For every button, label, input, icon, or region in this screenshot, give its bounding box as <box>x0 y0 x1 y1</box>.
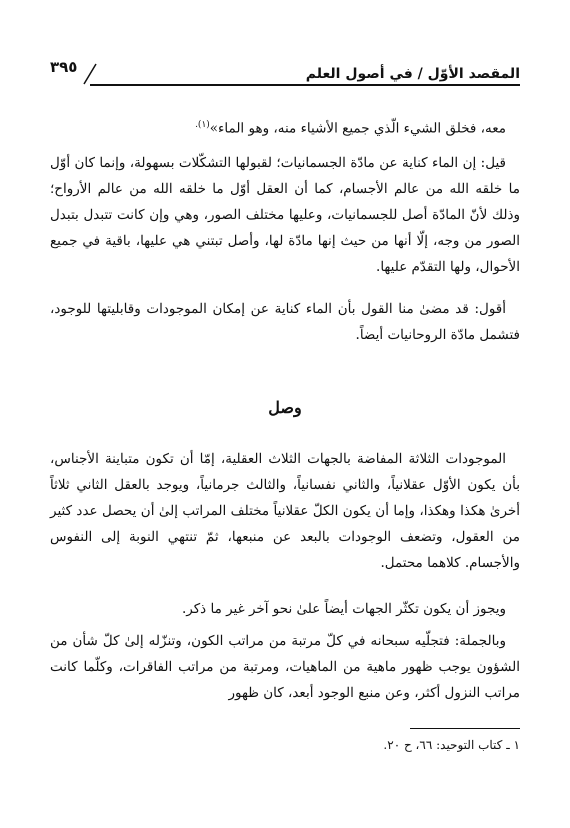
footnote-ref: (١). <box>195 120 210 130</box>
paragraph-2-text: قيل: إن الماء كناية عن مادّة الجسمانيات؛ لقبولها التشكّلات بسهولة، وإنما كان أوّل ما خلقه الله من عالم الأجسام، كما أن العقل أوّل ما خلقه الله من عالم الأرواح؛ وذلك لأنّ المادّة أصل للجسمانيات، وعليها مختلف الصور، وهي وإن كانت تتبدل بتبدل الصور من وجه، إلّا أنها من حيث إنها مادّة لها، وأصل تبتني هي عليها، باقية في جميع الأحوال، ولها التقدّم عليها. <box>50 155 520 275</box>
header-slant-divider <box>82 62 98 86</box>
running-title: المقصد الأوّل / في أصول العلم <box>305 66 520 82</box>
footnote-rule <box>410 728 520 729</box>
page-number: ٣٩٥ <box>50 58 78 76</box>
paragraph-3 <box>50 296 520 348</box>
paragraph-4 <box>50 446 520 576</box>
paragraph-4-text: الموجودات الثلاثة المفاضة بالجهات الثلاث العقلية، إمّا أن تكون متباينة الأجناس، بأن يكون الأوّل عقلانياً، والثاني نفسانياً، والثالث جرمانياً، ويوجد بالعقل الثاني ثلاثاً أخرىٰ هكذا وهكذا، وإما أن يكون الكلّ عقلانياً مختلف المراتب إلىٰ أن يحصل عدد كثير من العقول، وتضعف الوجودات بالبعد عن منبعها، ثمّ تنتهي النوبة إلى النفوس والأجسام. كلاهما محتمل. <box>50 451 520 571</box>
paragraph-2 <box>50 150 520 280</box>
paragraph-5 <box>50 596 520 622</box>
paragraph-6 <box>50 628 520 706</box>
section-heading: وصل <box>268 398 302 417</box>
paragraph-3-text: أقول: قد مضىٰ منا القول بأن الماء كناية عن إمكان الموجودات وقابليتها للوجود، فتشمل مادّة الروحانيات أيضاً. <box>50 301 520 343</box>
header-rule <box>90 84 520 86</box>
footnote: ١ ـ كتاب التوحيد: ٦٦، ح ٢٠. <box>383 738 520 752</box>
paragraph-5-text: ويجوز أن يكون تكثّر الجهات أيضاً علىٰ نحو آخر غير ما ذكر. <box>181 601 506 617</box>
paragraph-1 <box>50 112 520 142</box>
page-header <box>50 56 520 92</box>
paragraph-6-text: وبالجملة: فتجلّيه سبحانه في كلّ مرتبة من مراتب الكون، وتنزّله إلىٰ كلّ شأن من الشؤون يوجب ظهور ماهية من الماهيات، ومرتبة من مراتب الفاقرات، وكلّما كانت مراتب النزول أكثر، وعن منبع الوجود أبعد، كان ظهور <box>50 633 520 701</box>
paragraph-1-text: معه، فخلق الشيء الّذي جميع الأشياء منه، وهو الماء» <box>209 120 506 137</box>
